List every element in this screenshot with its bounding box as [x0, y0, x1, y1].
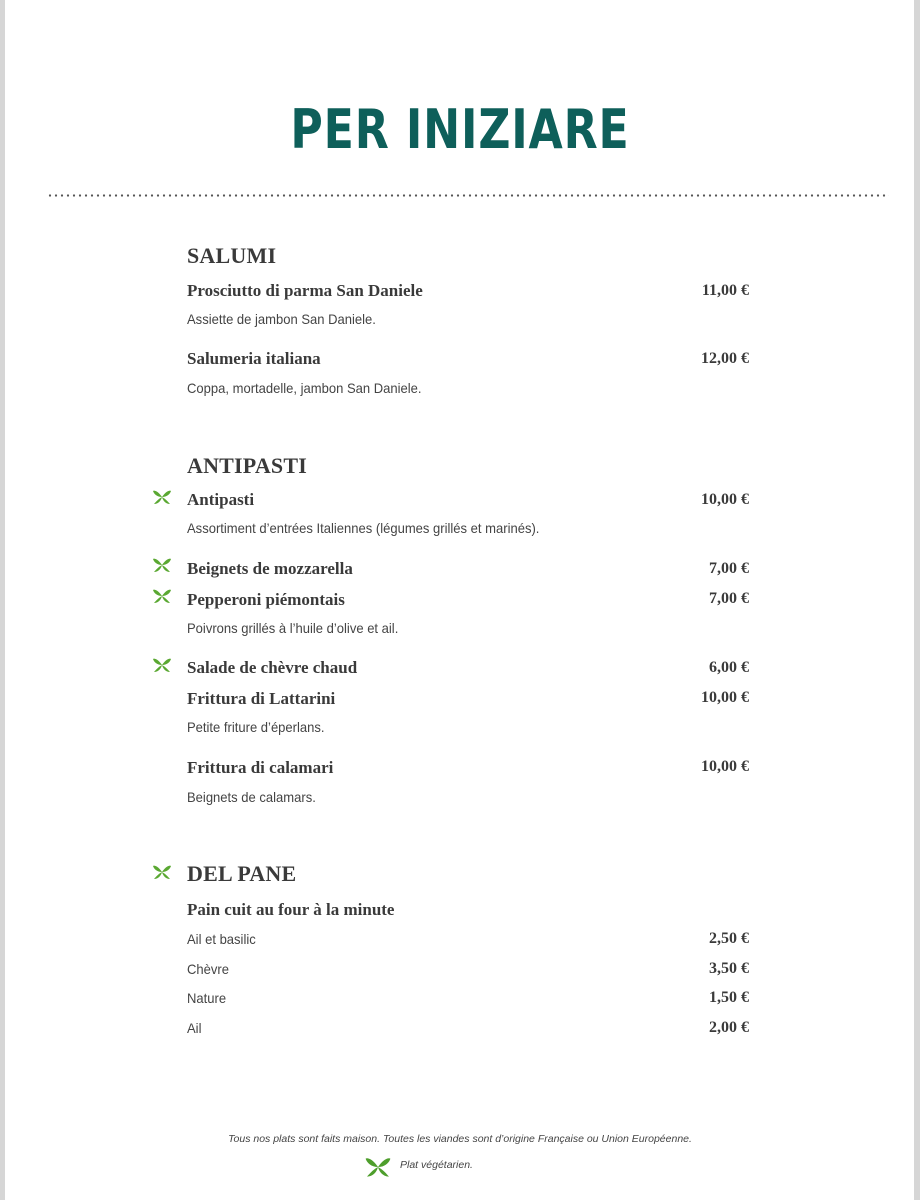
menu-item-price: 7,00 €	[709, 590, 749, 607]
menu-item-name: Frittura di calamari	[187, 758, 334, 777]
menu-item-description: Assortiment d’entrées Italiennes (légumes grillés et marinés).	[187, 520, 540, 536]
bread-item-price: 2,50 €	[709, 930, 749, 947]
menu-item-price: 11,00 €	[701, 282, 749, 299]
bread-item-name: Ail et basilic	[187, 931, 256, 947]
dotted-divider	[47, 194, 889, 197]
menu-item-name: Frittura di Lattarini	[187, 689, 336, 708]
menu-item-description: Poivrons grillés à l’huile d’olive et ail.	[187, 620, 399, 636]
menu-item-name: Pepperoni piémontais	[187, 590, 345, 609]
vegetarian-leaf-icon	[152, 864, 172, 880]
menu-item-price: 7,00 €	[709, 560, 749, 577]
menu-item-description: Assiette de jambon San Daniele.	[187, 311, 376, 327]
menu-item-price: 6,00 €	[709, 659, 749, 676]
bread-item-name: Chèvre	[187, 961, 229, 977]
bread-item-price: 1,50 €	[709, 989, 749, 1006]
vegetarian-leaf-icon	[152, 657, 172, 673]
menu-item-price: 10,00 €	[701, 491, 749, 508]
section-subtitle: Pain cuit au four à la minute	[187, 900, 395, 919]
page-edge-right	[914, 0, 920, 1200]
bread-item-price: 3,50 €	[709, 960, 749, 977]
page-edge-left	[0, 0, 5, 1200]
footer-note: Tous nos plats sont faits maison. Toutes les viandes sont d’origine Française ou Union Européenne.	[228, 1133, 692, 1145]
section-title-salumi: SALUMI	[187, 243, 277, 268]
bread-item-name: Nature	[187, 990, 227, 1006]
vegetarian-legend: Plat végétarien.	[400, 1159, 473, 1171]
menu-item-price: 12,00 €	[701, 350, 749, 367]
menu-item-name: Salade de chèvre chaud	[187, 658, 358, 677]
menu-item-price: 10,00 €	[701, 689, 749, 706]
menu-item-name: Beignets de mozzarella	[187, 559, 353, 578]
menu-item-description: Petite friture d’éperlans.	[187, 719, 325, 735]
menu-item-name: Prosciutto di parma San Daniele	[187, 281, 423, 300]
menu-item-description: Coppa, mortadelle, jambon San Daniele.	[187, 380, 422, 396]
page-title: PER INIZIARE	[290, 98, 630, 161]
bread-item-price: 2,00 €	[709, 1019, 749, 1036]
section-title-antipasti: ANTIPASTI	[187, 453, 307, 478]
menu-item-price: 10,00 €	[701, 758, 749, 775]
vegetarian-leaf-icon	[152, 588, 172, 604]
basil-leaf-icon	[364, 1156, 392, 1178]
vegetarian-leaf-icon	[152, 489, 172, 505]
bread-item-name: Ail	[187, 1020, 202, 1036]
menu-item-description: Beignets de calamars.	[187, 789, 316, 805]
menu-item-name: Salumeria italiana	[187, 349, 321, 368]
vegetarian-leaf-icon	[152, 557, 172, 573]
menu-item-name: Antipasti	[187, 490, 255, 509]
section-title-del-pane: DEL PANE	[187, 861, 297, 886]
